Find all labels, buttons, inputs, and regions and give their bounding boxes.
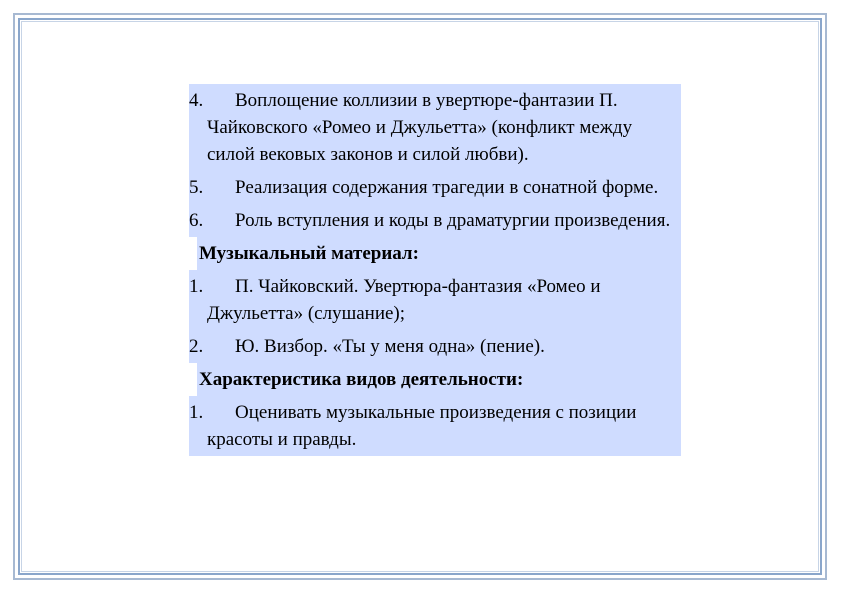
list-item (189, 84, 681, 171)
list-text: Ю. Визбор. «Ты у меня одна» (пение). (235, 336, 545, 357)
list-text: П. Чайковский. Увертюра-фантазия «Ромео и Джульетта» (слушание); (207, 276, 601, 324)
list-number: 1. (189, 276, 204, 297)
list-text: Реализация содержания трагедии в сонатной форме. (235, 177, 659, 198)
list-number: 2. (189, 336, 204, 357)
list-item (189, 204, 681, 237)
list-text: Воплощение коллизии в увертюре-фантазии П. Чайковского «Ромео и Джульетта» (конфликт между силой вековых законов и силой любви). (207, 90, 633, 165)
list-number: 1. (189, 402, 204, 423)
list-item (189, 171, 681, 204)
list-number: 6. (189, 210, 204, 231)
activity-heading: Характеристика видов деятельности: (189, 363, 681, 396)
text-block (189, 84, 681, 456)
list-item (189, 396, 681, 456)
music-material-heading: Музыкальный материал: (189, 237, 681, 270)
list-number: 5. (189, 177, 204, 198)
list-item (189, 270, 681, 330)
list-number: 4. (189, 90, 204, 111)
list-text: Оценивать музыкальные произведения с позиции красоты и правды. (207, 402, 637, 450)
list-item (189, 330, 681, 363)
list-text: Роль вступления и коды в драматургии произведения. (235, 210, 671, 231)
